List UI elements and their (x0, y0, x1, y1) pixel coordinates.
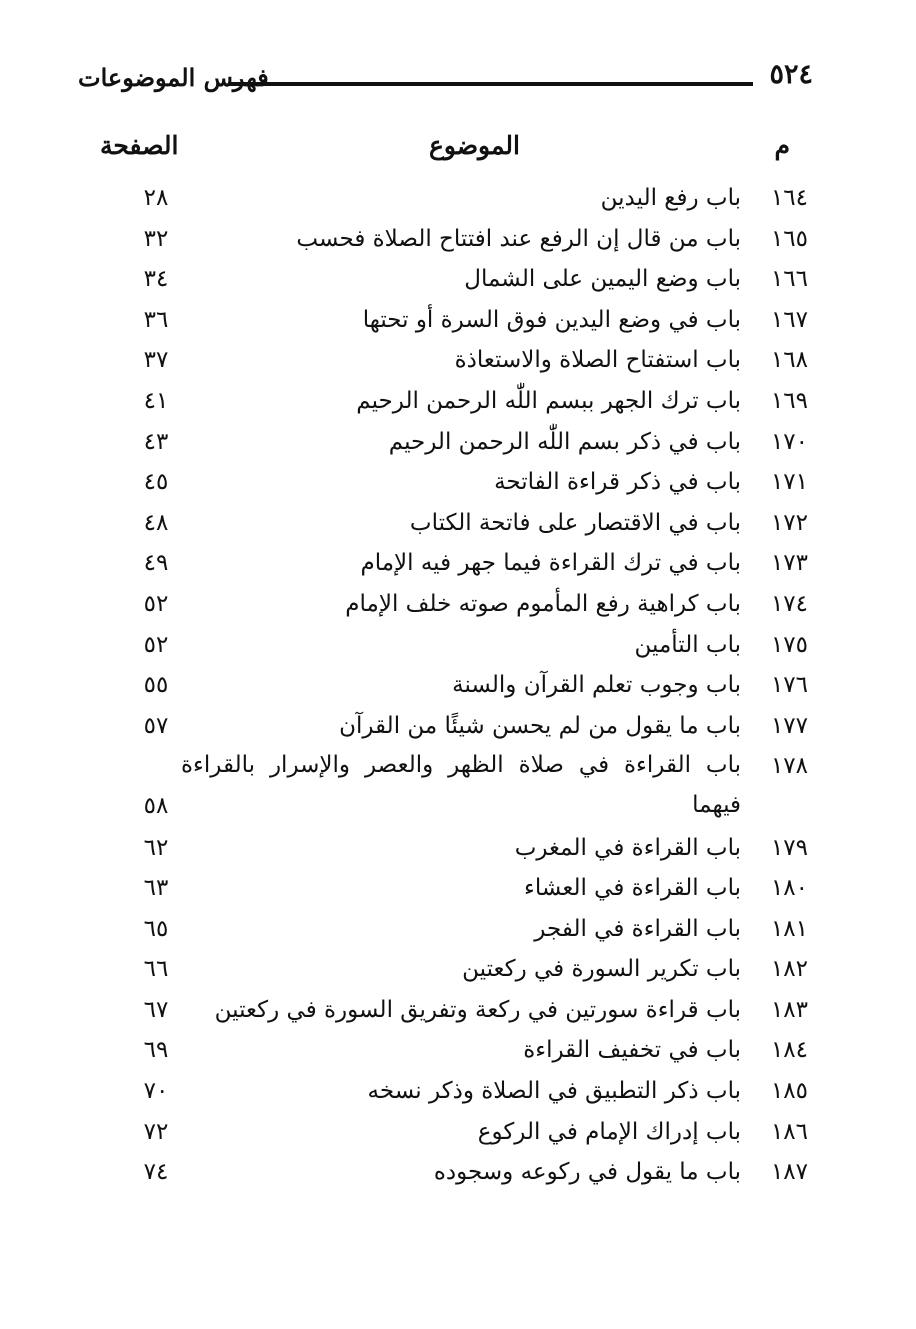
entry-number: ١٧٨ (770, 753, 808, 780)
entry-title: باب القراءة في العشاء (524, 875, 741, 902)
entry-title: باب في تخفيف القراءة (523, 1037, 741, 1064)
column-header-page: الصفحة (100, 131, 179, 160)
entry-title: باب قراءة سورتين في ركعة وتفريق السورة في ركعتين (214, 996, 741, 1023)
entry-page: ٤٩ (143, 550, 169, 577)
entry-number: ١٦٩ (770, 387, 808, 414)
entry-page: ٤٨ (143, 509, 169, 536)
entry-page: ٤١ (143, 387, 169, 414)
column-header-topic: الموضوع (429, 131, 520, 160)
entry-number: ١٨٠ (770, 875, 808, 902)
index-row (0, 584, 916, 625)
entry-title: باب ذكر التطبيق في الصلاة وذكر نسخه (367, 1078, 741, 1105)
entry-number: ١٧٤ (770, 590, 808, 617)
entry-number: ١٨٥ (770, 1078, 808, 1105)
entry-title: باب كراهية رفع المأموم صوته خلف الإمام (345, 590, 741, 617)
entry-page: ٣٤ (143, 266, 169, 293)
index-row (0, 746, 916, 827)
entry-title: باب في الاقتصار على فاتحة الكتاب (409, 509, 741, 536)
entry-number: ١٦٧ (770, 306, 808, 333)
entry-number: ١٨١ (770, 915, 808, 942)
index-row (0, 259, 916, 300)
entry-page: ٣٦ (143, 306, 169, 333)
entry-page: ٢٨ (143, 185, 169, 211)
entry-number: ١٧٦ (770, 672, 808, 699)
entry-number: ١٨٣ (770, 996, 808, 1023)
index-row (0, 909, 916, 950)
entry-title: باب التأمين (634, 631, 741, 658)
index-row (0, 381, 916, 422)
index-row (0, 422, 916, 463)
index-row (0, 503, 916, 544)
index-row (0, 462, 916, 503)
header-rule (228, 82, 753, 86)
entry-page: ٣٧ (143, 347, 169, 374)
entry-title: باب رفع اليدين (600, 185, 741, 211)
column-headers (100, 126, 790, 170)
index-row (0, 1071, 916, 1112)
entry-page: ٦٥ (143, 915, 169, 942)
index-row (0, 868, 916, 909)
entry-number: ١٧٧ (770, 712, 808, 739)
entry-number: ١٨٦ (770, 1118, 808, 1145)
entry-number: ١٦٤ (770, 185, 808, 211)
entry-number: ١٦٦ (770, 266, 808, 293)
entry-number: ١٧١ (770, 469, 808, 496)
entry-page: ٦٦ (143, 956, 169, 983)
index-row (0, 543, 916, 584)
entry-title: باب في ترك القراءة فيما جهر فيه الإمام (360, 550, 741, 577)
entry-number: ١٨٧ (770, 1159, 808, 1186)
index-row (0, 828, 916, 869)
entry-number: ١٧٩ (770, 834, 808, 861)
entry-title: باب ما يقول في ركوعه وسجوده (433, 1159, 741, 1186)
entry-number: ١٦٨ (770, 347, 808, 374)
index-row (0, 1030, 916, 1071)
entry-page: ٥٧ (143, 712, 169, 739)
entry-page: ٧٤ (143, 1159, 169, 1186)
entry-page: ٧٠ (143, 1078, 169, 1105)
entry-number: ١٨٤ (770, 1037, 808, 1064)
entry-page: ٤٥ (143, 469, 169, 496)
entry-title: باب ما يقول من لم يحسن شيئًا من القرآن (339, 712, 741, 739)
index-row (0, 625, 916, 666)
entry-number: ١٧٠ (770, 428, 808, 455)
running-title: فهرس الموضوعات (78, 63, 269, 92)
entry-page: ٧٢ (143, 1118, 169, 1145)
entry-number: ١٧٥ (770, 631, 808, 658)
index-row (0, 949, 916, 990)
entry-title: باب وجوب تعلم القرآن والسنة (452, 672, 741, 699)
entry-title: باب القراءة في صلاة الظهر والعصر والإسرار بالقراءة فيهما (181, 752, 741, 819)
entry-page: ٦٢ (143, 834, 169, 861)
entry-title: باب وضع اليمين على الشمال (464, 266, 741, 293)
index-row (0, 706, 916, 747)
entry-title: باب إدراك الإمام في الركوع (477, 1118, 741, 1145)
running-header (78, 58, 813, 98)
page-number: ٥٢٤ (769, 59, 813, 90)
index-row (0, 219, 916, 260)
entry-number: ١٦٥ (770, 225, 808, 252)
entry-number: ١٧٢ (770, 509, 808, 536)
index-row (0, 300, 916, 341)
entry-page: ٥٨ (143, 793, 169, 820)
index-row (0, 1112, 916, 1153)
entry-page: ٦٩ (143, 1037, 169, 1064)
entry-page: ٣٢ (143, 225, 169, 252)
entry-title: باب ترك الجهر ببسم اللّٰه الرحمن الرحيم (356, 387, 741, 414)
entry-page: ٦٧ (143, 996, 169, 1023)
entry-page: ٦٣ (143, 875, 169, 902)
column-header-number: م (774, 131, 790, 160)
entry-title: باب من قال إن الرفع عند افتتاح الصلاة فحسب (296, 225, 741, 252)
entry-title: باب في وضع اليدين فوق السرة أو تحتها (362, 306, 741, 333)
entry-number: ١٧٣ (770, 550, 808, 577)
entry-page: ٥٢ (143, 631, 169, 658)
entry-number: ١٨٢ (770, 956, 808, 983)
entry-title: باب استفتاح الصلاة والاستعاذة (454, 347, 741, 374)
entry-page: ٥٢ (143, 590, 169, 617)
entry-page: ٥٥ (143, 672, 169, 699)
entry-title: باب القراءة في المغرب (514, 834, 741, 861)
entry-title: باب في ذكر قراءة الفاتحة (494, 469, 741, 496)
index-row (0, 1152, 916, 1193)
index-row (0, 665, 916, 706)
index-row (0, 340, 916, 381)
index-list (0, 178, 916, 1193)
index-row (0, 178, 916, 219)
index-row (0, 990, 916, 1031)
entry-page: ٤٣ (143, 428, 169, 455)
entry-title: باب تكرير السورة في ركعتين (462, 956, 741, 983)
entry-title: باب القراءة في الفجر (534, 915, 741, 942)
entry-title: باب في ذكر بسم اللّٰه الرحمن الرحيم (388, 428, 741, 455)
